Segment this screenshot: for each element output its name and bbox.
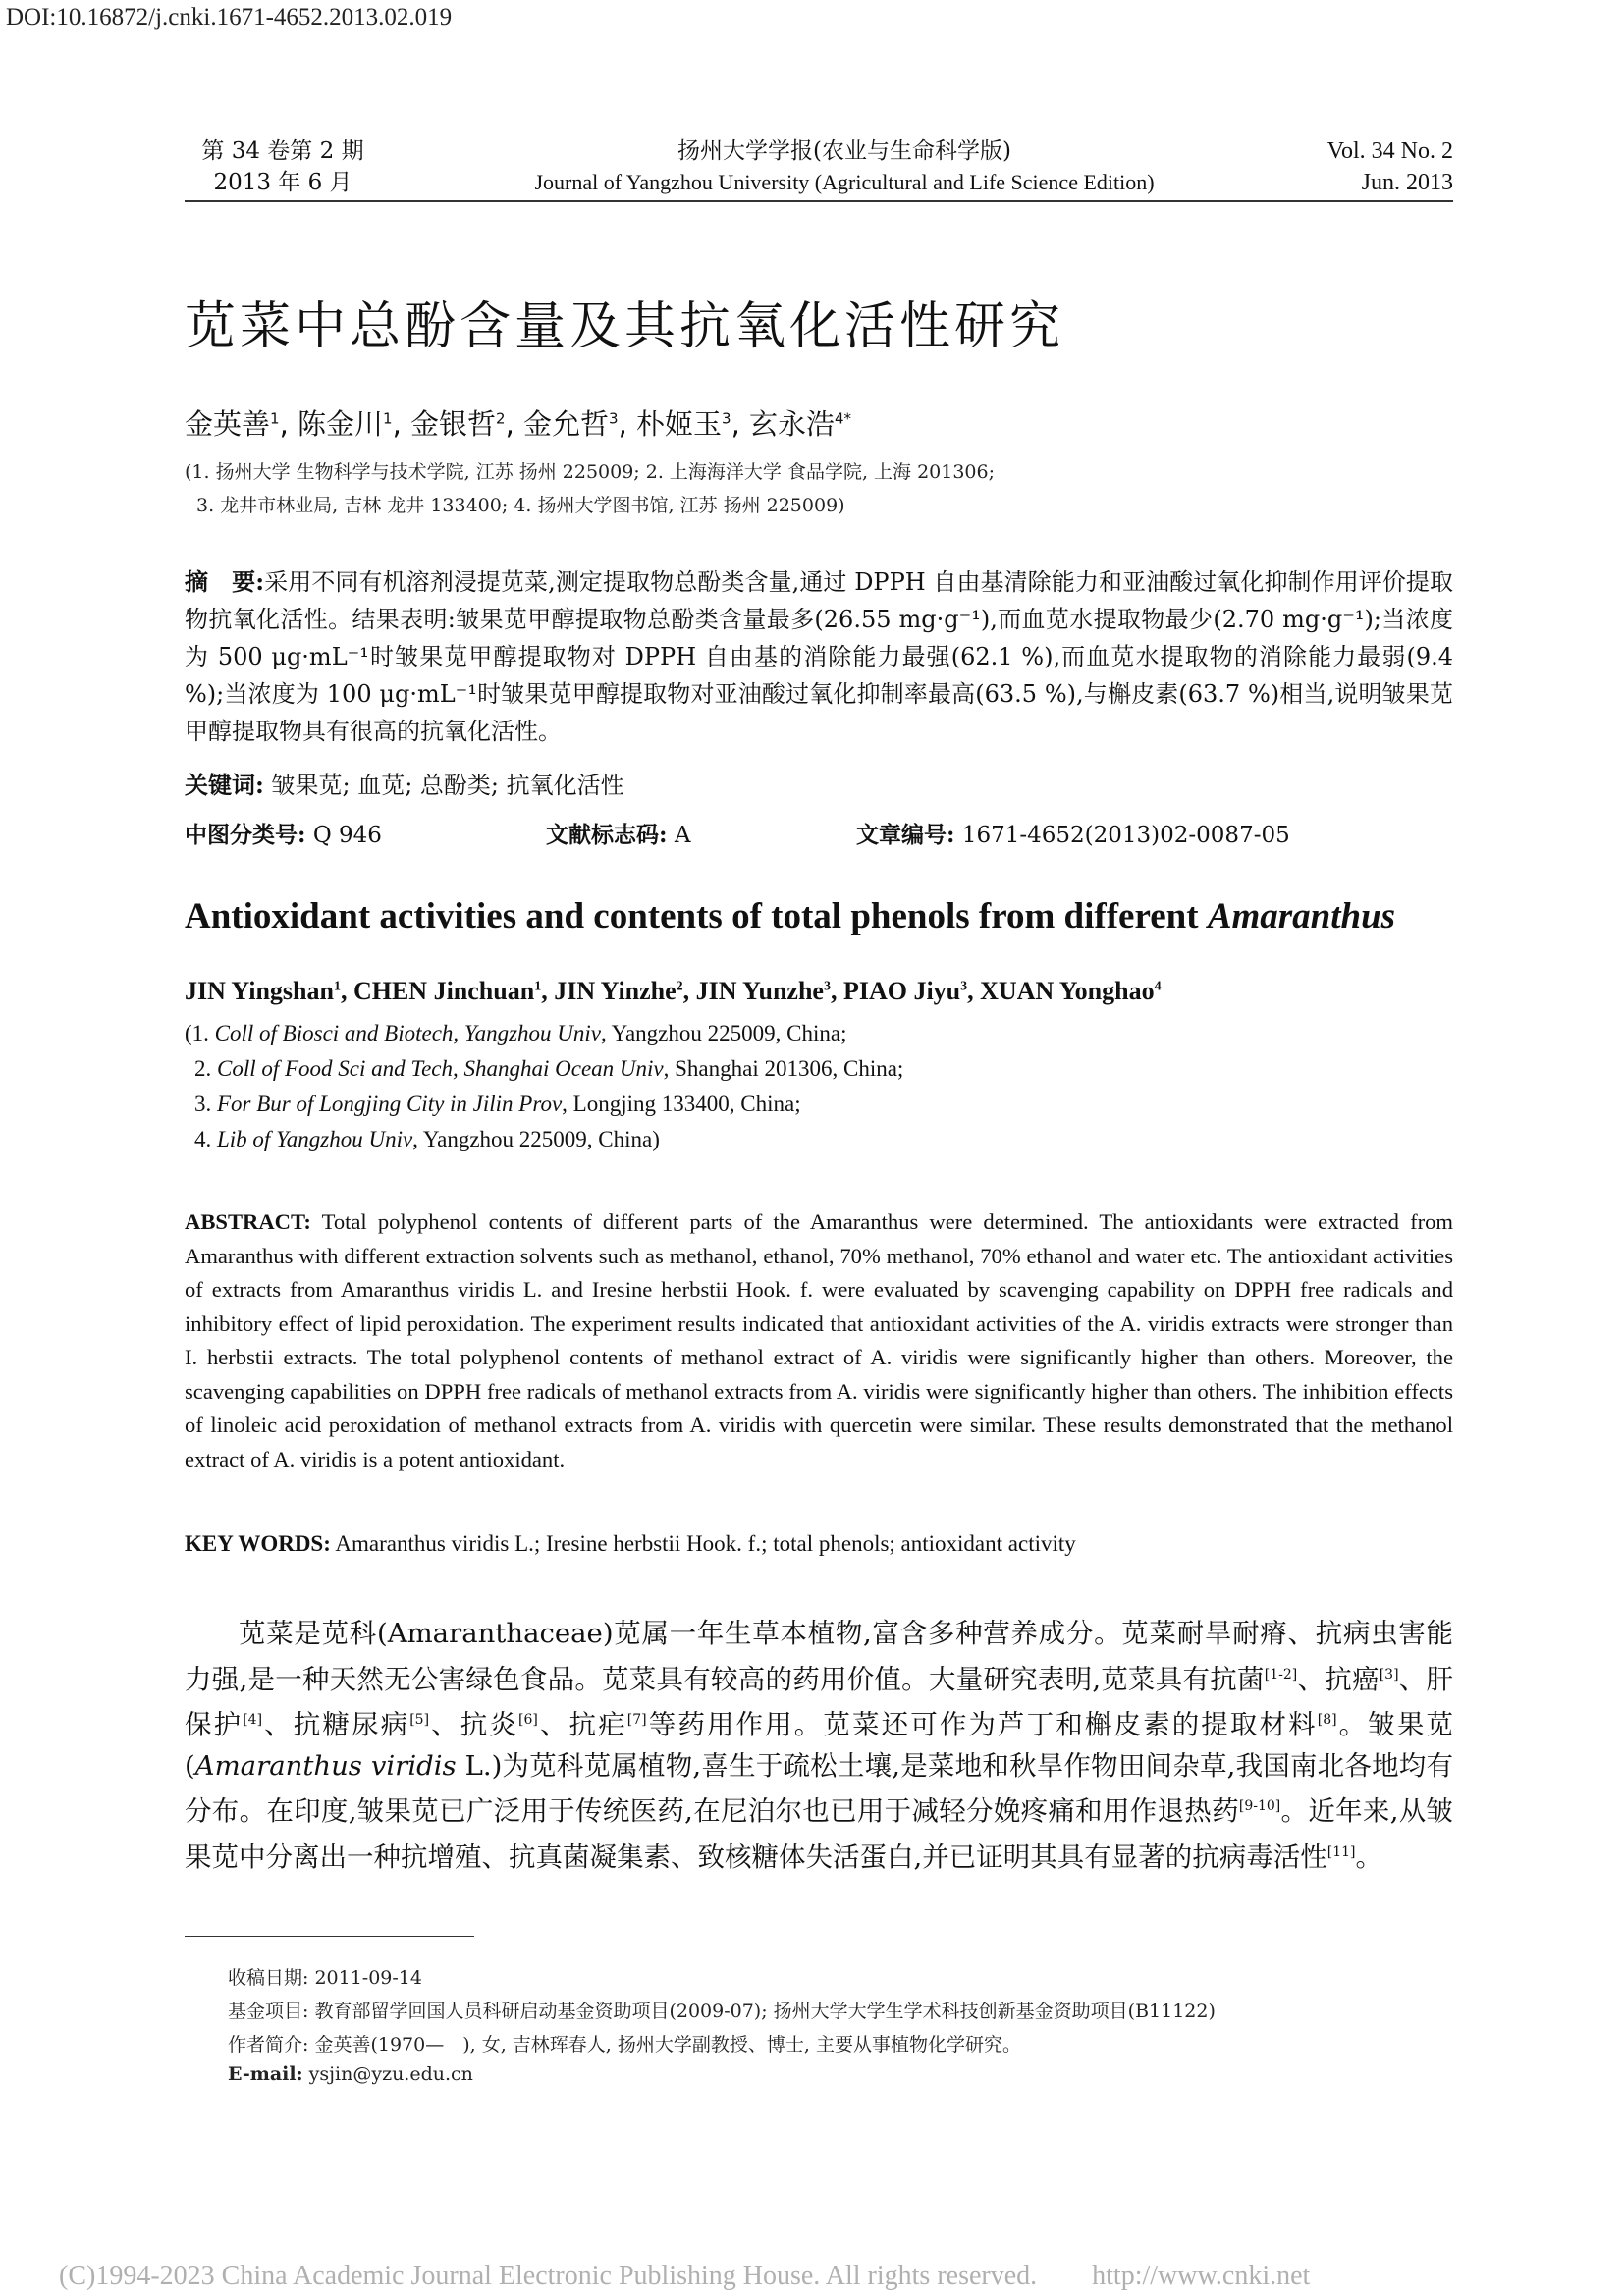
doc-code-value: A [674, 823, 691, 848]
affiliation-en-place: , Yangzhou 225009, China; [601, 1021, 847, 1045]
header-journal [471, 135, 1218, 198]
author-en: JIN Yingshan [185, 977, 334, 1005]
author-en: CHEN Jinchuan [352, 977, 535, 1005]
body-paragraph [185, 1614, 1453, 1879]
author-cn-sup: 3 [609, 409, 619, 428]
author-en: JIN Yunzhe [695, 977, 824, 1005]
body-text-segment: L.)为苋科苋属植物,喜生于疏松土壤,是菜地和秋旱作物田间杂草,我国南北各地均有分布。在印度,皱果苋已广泛用于传统医药,在尼泊尔也已用于减轻分娩疼痛和用作退热药 [185, 1749, 1453, 1828]
article-number [856, 817, 1290, 849]
body-text-segment: 、抗糖尿病 [262, 1709, 410, 1741]
author-en: JIN Yinzhe [554, 977, 677, 1005]
header-date-cn: 2013 年 6 月 [213, 170, 352, 195]
affiliation-en-line [194, 1092, 801, 1117]
author-en-sup: 3 [823, 979, 831, 994]
clc-number [185, 817, 382, 849]
author-en-sup: 1 [333, 979, 341, 994]
affiliation-en-place: , Longjing 133400, China; [562, 1092, 801, 1116]
body-text-segment: 、抗疟 [537, 1709, 627, 1741]
affiliation-en-place: , Shanghai 201306, China; [663, 1056, 904, 1081]
author-cn: 金英善 [185, 407, 271, 441]
title-en-text: Antioxidant activities and contents of total phenols from different [185, 896, 1199, 936]
author-cn: 玄永浩 [749, 407, 836, 441]
title-cn: 苋菜中总酚含量及其抗氧化活性研究 [185, 297, 1065, 356]
author-en-sup: 4 [1154, 979, 1162, 994]
citation-ref: [6] [518, 1712, 538, 1729]
affiliation-en-unit: Coll of Food Sci and Tech, Shanghai Ocean Univ [217, 1056, 664, 1081]
author-cn-sup: 4* [835, 409, 852, 428]
affiliation-en-num: 4. [194, 1127, 212, 1151]
author-cn: 朴姬玉 [636, 407, 723, 441]
copyright-footer: (C)1994-2023 China Academic Journal Electronic Publishing House. All rights reserved. http://www.cnki.net [59, 2261, 1311, 2291]
body-text-segment: 等药用作用。苋菜还可作为芦丁和槲皮素的提取材料 [646, 1709, 1318, 1741]
author-cn-sup: 2 [496, 409, 506, 428]
body-text-segment: 。 [1355, 1842, 1382, 1874]
title-en [185, 895, 1395, 937]
affiliation-en-unit: Lib of Yangzhou Univ [217, 1127, 413, 1151]
abstract-cn-label: 摘 要: [185, 567, 265, 596]
affiliation-en-num: (1. [185, 1021, 209, 1045]
body-text-segment: 、抗炎 [429, 1709, 518, 1741]
header-journal-cn: 扬州大学学报(农业与生命科学版) [677, 138, 1011, 164]
author-en: PIAO Jiyu [842, 977, 961, 1005]
author-cn-sup: 1 [270, 409, 280, 428]
footnote-fund: 基金项目: 教育部留学回国人员科研启动基金资助项目(2009-07); 扬州大学大学生学术科技创新基金资助项目(B11122) [228, 2001, 1216, 2022]
citation-ref: [4] [243, 1712, 263, 1729]
article-number-value: 1671-4652(2013)02-0087-05 [961, 823, 1290, 848]
species-name: Amaranthus viridis [194, 1749, 457, 1782]
affiliation-en-num: 2. [194, 1056, 212, 1081]
affiliation-en-unit: Coll of Biosci and Biotech, Yangzhou Univ [214, 1021, 602, 1045]
citation-ref: [11] [1326, 1843, 1356, 1860]
abstract-en-text: Total polyphenol contents of different parts of the Amaranthus were determined. The antioxidants were extracted from Amaranthus with different extraction solvents such as methanol, ethanol, 70% methanol, 70% ethanol and water etc. The antioxidant activities of extracts from Amaranthus viridis L. and Iresine herbstii Hook. f. were evaluated by scavenging capability on DPPH free radicals and inhibitory effect of lipid peroxidation. The experiment results indicated that antioxidant activities of the A. viridis extracts were stronger than I. herbstii extracts. The total polyphenol contents of methanol extract of A. viridis were significantly higher than others. Moreover, the scavenging capabilities on DPPH free radicals of methanol extracts from A. viridis were significantly higher than others. The inhibition effects of linoleic acid peroxidation of methanol extracts from A. viridis with quercetin were similar. These results demonstrated that the methanol extract of A. viridis is a potent antioxidant. [185, 1209, 1454, 1471]
title-en-italic: Amaranthus [1207, 896, 1396, 936]
author-cn: 金银哲 [410, 407, 497, 441]
citation-ref: [1-2] [1264, 1666, 1298, 1682]
header-volume-en [1276, 135, 1453, 198]
citation-ref: [3] [1379, 1666, 1399, 1682]
header-date-en: Jun. 2013 [1361, 170, 1453, 195]
keywords-en [185, 1531, 1453, 1557]
keywords-cn [185, 766, 624, 800]
authors-en: JIN Yingshan$^1$, CHEN Jinchuan$^1$, JIN Yinzhe$^2$, JIN Yunzhe$^3$, PIAO Jiyu$^3$, XUAN Yonghao$^4$ [185, 977, 1162, 1005]
document-code [546, 817, 690, 849]
affiliation-cn-line: (1. 扬州大学 生物科学与技术学院, 江苏 扬州 225009; 2. 上海海洋大学 食品学院, 上海 201306; [185, 461, 996, 483]
header-volume-cn [194, 135, 371, 198]
header-volume-cn-text: 第 34 卷第 2 期 [201, 138, 364, 164]
affiliation-en-line [185, 1021, 846, 1046]
author-en: XUAN Yonghao [980, 977, 1155, 1005]
author-en-sup: 2 [676, 979, 683, 994]
author-cn-sup: 3 [722, 409, 731, 428]
author-cn-sup: 1 [383, 409, 393, 428]
affiliation-en-line [194, 1127, 660, 1152]
abstract-cn [185, 563, 1453, 750]
affiliation-en-unit: For Bur of Longjing City in Jilin Prov [217, 1092, 563, 1116]
article-number-label: 文章编号: [856, 822, 955, 848]
clc-label: 中图分类号: [185, 822, 306, 848]
keywords-en-text: Amaranthus viridis L.; Iresine herbstii Hook. f.; total phenols; antioxidant activity [335, 1531, 1076, 1556]
body-text-segment: 。近年来,从皱果苋中分离出一种抗增殖、抗真菌凝集素、致核糖体失活蛋白,并已证明其具有显著的抗病毒活性 [185, 1795, 1453, 1874]
authors-cn: 金英善$^1$, 陈金川$^1$, 金银哲$^2$, 金允哲$^3$, 朴姬玉$^3$, 玄永浩$^{4*}$ [185, 407, 852, 441]
affiliation-en-place: , Yangzhou 225009, China) [412, 1127, 660, 1151]
header-volume-en-text: Vol. 34 No. 2 [1326, 138, 1453, 164]
author-en-sup: 3 [960, 979, 968, 994]
body-text-segment: 。皱果苋( [185, 1709, 1454, 1782]
keywords-en-label: KEY WORDS: [185, 1531, 331, 1556]
affiliation-en-line [194, 1056, 903, 1082]
header-rule [185, 200, 1453, 202]
footnote-rule [185, 1936, 474, 1937]
affiliation-cn-line: 3. 龙井市林业局, 吉林 龙井 133400; 4. 扬州大学图书馆, 江苏 扬州 225009) [196, 495, 845, 516]
citation-ref: [7] [626, 1712, 647, 1729]
author-en-sup: 1 [534, 979, 542, 994]
doc-code-label: 文献标志码: [546, 822, 668, 848]
author-cn: 陈金川 [298, 407, 384, 441]
email-label: E-mail: [228, 2063, 303, 2085]
body-text-segment: 、抗癌 [1297, 1663, 1380, 1695]
clc-value: Q 946 [312, 823, 382, 848]
footnote-email [228, 2063, 473, 2085]
citation-ref: [9-10] [1238, 1798, 1281, 1815]
keywords-cn-text: 皱果苋; 血苋; 总酚类; 抗氧化活性 [271, 772, 624, 799]
citation-ref: [8] [1317, 1712, 1337, 1729]
body-text-segment: 、肝保护 [185, 1663, 1454, 1741]
doi: DOI:10.16872/j.cnki.1671-4652.2013.02.019 [6, 4, 453, 30]
abstract-cn-text: 采用不同有机溶剂浸提苋菜,测定提取物总酚类含量,通过 DPPH 自由基清除能力和亚油酸过氧化抑制作用评价提取物抗氧化活性。结果表明:皱果苋甲醇提取物总酚类含量最多(26.55 mg·g⁻¹),而血苋水提取物最少(2.70 mg·g⁻¹);当浓度为 500 μg·mL⁻¹时皱果苋甲醇提取物对 DPPH 自由基的消除能力最强(62.1 %),而血苋水提取物的消除能力最弱(9.4 %);当浓度为 100 μg·mL⁻¹时皱果苋甲醇提取物对亚油酸过氧化抑制率最高(63.5 %),与槲皮素(63.7 %)相当,说明皱果苋甲醇提取物具有很高的抗氧化活性。 [185, 568, 1454, 745]
affiliation-en-num: 3. [194, 1092, 212, 1116]
body-text-segment: 苋菜是苋科(Amaranthaceae)苋属一年生草本植物,富含多种营养成分。苋菜耐旱耐瘠、抗病虫害能力强,是一种天然无公害绿色食品。苋菜具有较高的药用价值。大量研究表明,苋菜具有抗菌 [185, 1618, 1453, 1695]
citation-ref: [5] [409, 1712, 430, 1729]
footnote-received: 收稿日期: 2011-09-14 [228, 1967, 422, 1989]
keywords-cn-label: 关键词: [185, 771, 264, 799]
author-cn: 金允哲 [523, 407, 610, 441]
abstract-en [185, 1205, 1453, 1476]
footnote-author: 作者简介: 金英善(1970— ), 女, 吉林珲春人, 扬州大学副教授、博士, 主要从事植物化学研究。 [228, 2034, 1021, 2056]
abstract-en-label: ABSTRACT: [185, 1209, 311, 1234]
header-journal-en: Journal of Yangzhou University (Agricultural and Life Science Edition) [534, 170, 1155, 194]
email-value: ysjin@yzu.edu.cn [308, 2063, 473, 2085]
